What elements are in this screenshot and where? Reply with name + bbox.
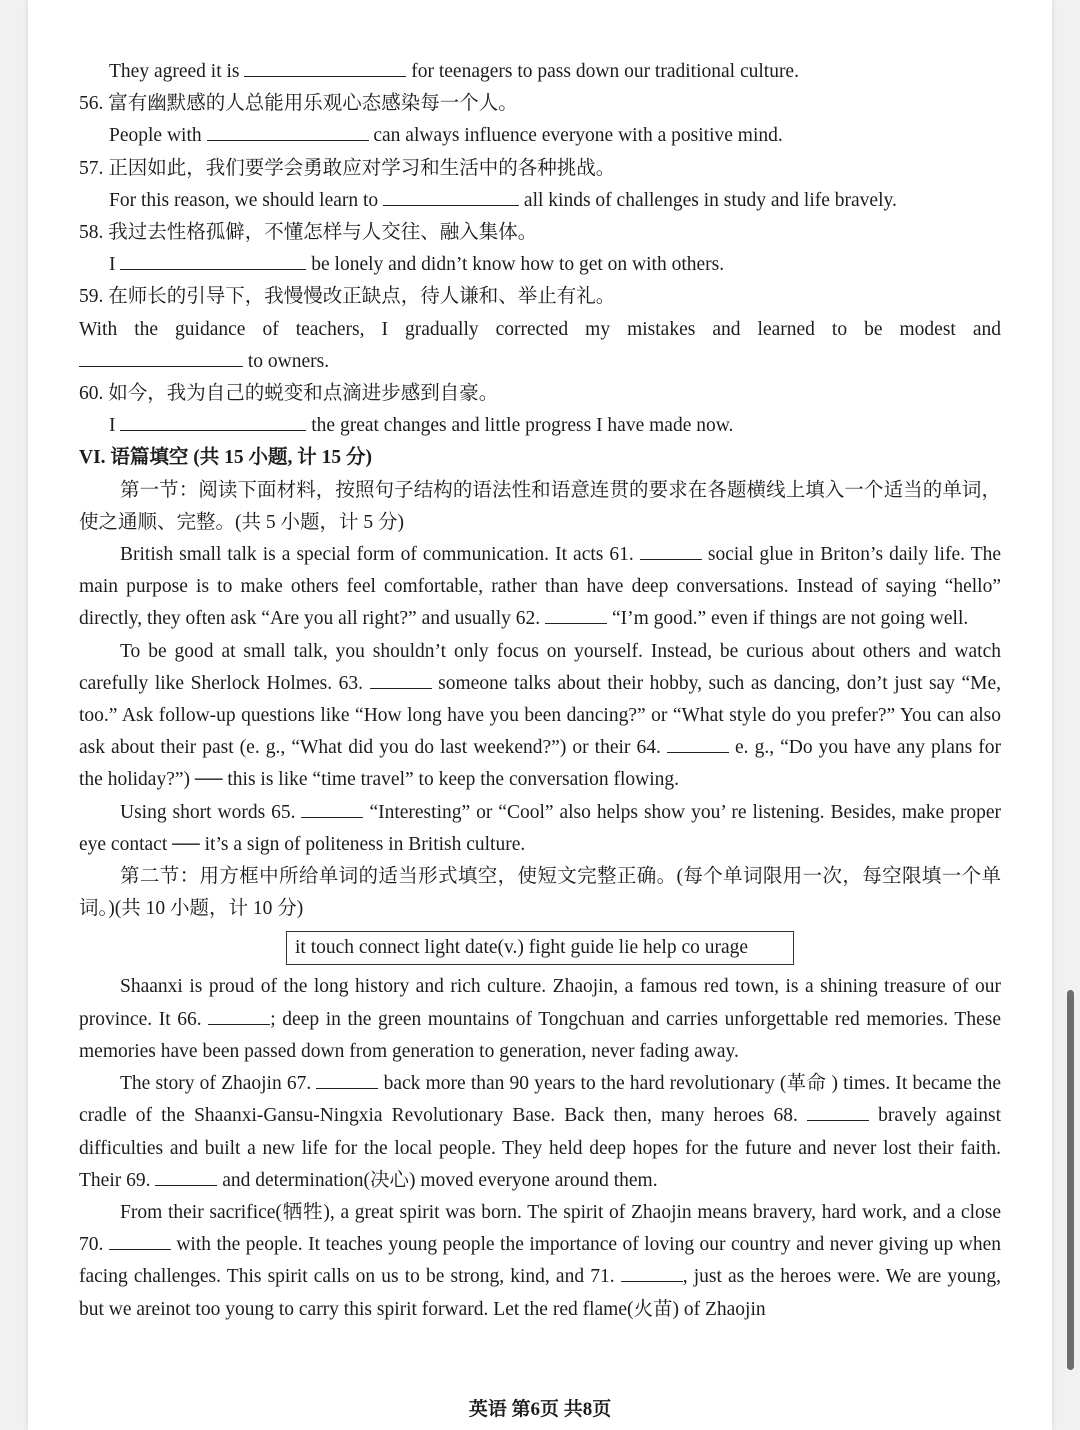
passage-paragraph: Shaanxi is proud of the long history and rich culture. Zhaojin, a famous red town, is a shining treasure of our province. It 66. ; deep in the green mountains of Tongchuan and carries unforgettable red memories. These memories have been passed down from generation to generation, never fading away. [79,976,1001,1062]
page-content [79,56,1001,1326]
part2-instructions: 第二节：用方框中所给单词的适当形式填空，使短文完整正确。(每个单词限用一次，每空限填一个单词。)(共 10 小题，计 10 分) [79,866,1001,920]
document-page [28,0,1052,1430]
sentence-line: For this reason, we should learn to all kinds of challenges in study and life bravely. [79,185,1001,217]
passage-paragraph: From their sacrifice(牺牲), a great spirit was born. The spirit of Zhaojin means bravery, hard work, and a close 70. with the people. It teaches young people the importance of loving our country and never giving up when facing challenges. This spirit calls on us to be strong, kind, and 71. , just as the heroes were. We are young, but we areinot too young to carry this spirit forward. Let the red flame(火苗) of Zhaojin [79,1201,1002,1320]
sentence-line: to owners. [79,346,1001,378]
sentence-line: They agreed it is for teenagers to pass down our traditional culture. [79,56,1001,88]
answer-blank-63[interactable] [370,668,432,689]
answer-blank[interactable] [79,346,243,367]
question-57: 57. 正因如此，我们要学会勇敢应对学习和生活中的各种挑战。 [79,157,616,179]
sentence-line: With the guidance of teachers, I gradually corrected my mistakes and learned to be modest and [79,318,1001,340]
sentence-line: I the great changes and little progress I have made now. [79,410,1001,442]
answer-blank[interactable] [207,120,369,141]
answer-blank-61[interactable] [640,539,702,560]
question-59: 59. 在师长的引导下，我慢慢改正缺点，待人谦和、举止有礼。 [79,286,616,308]
question-58: 58. 我过去性格孤僻，不懂怎样与人交往、融入集体。 [79,222,538,244]
passage-paragraph: British small talk is a special form of communication. It acts 61. social glue in Briton’s daily life. The main purpose is to make others feel comfortable, rather than have deep conversations. Instead of saying “hello” directly, they often ask “Are you all right?” and usually 62. “I’m good.” even if things are not going well. [79,539,1001,636]
word-bank-box: it touch connect light date(v.) fight guide lie help co urage [286,931,794,965]
answer-blank[interactable] [383,185,519,206]
page-footer: 英语 第6页 共8页 [468,1399,612,1420]
passage-paragraph: To be good at small talk, you shouldn’t only focus on yourself. Instead, be curious about others and watch carefully like Sherlock Holmes. 63. someone talks about their hobby, such as dancing, don’t just say “Me, too.” Ask follow-up questions like “How long have you been dancing?” or “What style do you prefer?” You can also ask about their past (e. g., “What did you do last weekend?”) or their 64. e. g., “Do you have any plans for the holiday?”) ── this is like “time travel” to keep the conversation flowing. [79,640,1002,791]
passage-paragraph: Using short words 65. “Interesting” or “Cool” also helps show you’ re listening. Besides, make proper eye contact ── it’s a sign of politeness in British culture. [79,797,1001,861]
question-56: 56. 富有幽默感的人总能用乐观心态感染每一个人。 [79,93,518,115]
answer-blank-67[interactable] [316,1068,378,1089]
sentence-line: I be lonely and didn’t know how to get on with others. [79,249,1001,281]
answer-blank[interactable] [244,56,406,77]
answer-blank[interactable] [120,410,306,431]
answer-blank-65[interactable] [301,797,363,818]
passage-paragraph: The story of Zhaojin 67. back more than 90 years to the hard revolutionary (革命 ) times. It became the cradle of the Shaanxi-Gansu-Ningxia Revolutionary Base. Back then, many heroes 68. bravely against difficulties and built a new life for the local people. They held deep hopes for the future and never lost their faith. Their 69. and determination(决心) moved everyone around them. [79,1068,1001,1197]
answer-blank[interactable] [120,249,306,270]
answer-blank-68[interactable] [807,1100,869,1121]
part1-instructions: 第一节：阅读下面材料，按照句子结构的语法性和语意连贯的要求在各题横线上填入一个适当的单词，使之通顺、完整。(共 5 小题，计 5 分) [79,479,1001,533]
question-60: 60. 如今，我为自己的蜕变和点滴进步感到自豪。 [79,383,499,405]
answer-blank-71[interactable] [621,1261,683,1282]
answer-blank-69[interactable] [155,1165,217,1186]
section-title: VI. 语篇填空 (共 15 小题, 计 15 分) [79,447,373,469]
scrollbar-thumb[interactable] [1067,990,1074,1370]
answer-blank-62[interactable] [545,603,607,624]
sentence-line: People with can always influence everyone with a positive mind. [79,120,1001,152]
answer-blank-70[interactable] [109,1229,171,1250]
answer-blank-66[interactable] [208,1004,270,1025]
answer-blank-64[interactable] [667,732,729,753]
